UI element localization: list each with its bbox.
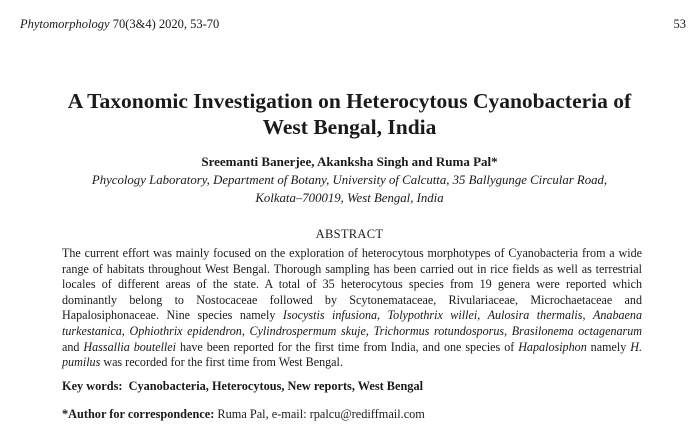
journal-name: Phytomorphology (20, 17, 110, 31)
running-head (20, 17, 686, 33)
abstract-text: have been reported for the first time from India, and one species of (176, 339, 519, 354)
species-name: Trichormus rotundosporus (373, 323, 505, 338)
species-name: Brasilonema octagenarum (511, 323, 643, 338)
separator: , (582, 308, 593, 323)
separator: , (241, 323, 250, 338)
separator: , (477, 308, 488, 323)
species-name: Cylindrospermum skuje (249, 323, 366, 338)
journal-citation (20, 17, 219, 32)
correspondence (62, 407, 662, 422)
separator: , (377, 308, 388, 323)
species-name: Anabaena turkestanica (62, 308, 643, 338)
species-name: Isocystis infusiona (282, 308, 378, 323)
page-number: 53 (673, 17, 686, 31)
title-line-2: West Bengal, India (262, 115, 437, 139)
species-name: Ophiothrix epidendron (129, 323, 242, 338)
affiliation-line-2: Kolkata–700019, West Bengal, India (255, 190, 444, 205)
abstract-text: The current effort was mainly focused on the exploration of heterocytous morphotypes of Cyanobacteria from a wide range of habitats throughout West Bengal. Thorough sampling has been carried out in rice fields as well as terrestrial locales of different areas of the state. A total of 35 heterocytous species from 19 genera were reported which dominantly belong to Nostocaceae followed by Scytonemataceae, Rivulariaceae, Microchaetaceae and Hapalosiphonaceae. Nine species namely (62, 246, 642, 323)
separator: and (62, 339, 84, 354)
keywords-terms: Cyanobacteria, Heterocytous, New reports, West Bengal (128, 379, 424, 393)
genus-name: Hapalosiphon (518, 339, 587, 354)
species-name: H. pumilus (62, 339, 642, 370)
affiliation (20, 172, 679, 207)
correspondence-label: *Author for correspondence: (62, 407, 215, 421)
correspondence-text: Ruma Pal, e-mail: rpalcu@rediffmail.com (217, 407, 425, 421)
separator: , (504, 323, 512, 338)
species-name: Aulosira thermalis (487, 308, 583, 323)
author-list: Sreemanti Banerjee, Akanksha Singh and Ruma Pal* (201, 154, 498, 169)
abstract-text: was recorded for the first time from West Bengal. (100, 355, 343, 370)
abstract-text: namely (586, 339, 631, 354)
keywords (62, 379, 662, 394)
separator: , (365, 323, 374, 338)
title-line-1: A Taxonomic Investigation on Heterocytous Cyanobacteria of (67, 89, 632, 113)
volume-issue: 70(3&4) 2020, 53-70 (112, 17, 220, 31)
affiliation-line-1: Phycology Laboratory, Department of Botany, University of Calcutta, 35 Ballygunge Circular Road, (91, 173, 608, 187)
species-name: Hassallia boutellei (83, 339, 177, 354)
paper-title (20, 88, 679, 140)
separator: , (121, 323, 130, 338)
species-name: Tolypothrix willei (387, 308, 478, 323)
abstract-body (62, 246, 642, 371)
abstract-heading: ABSTRACT (315, 227, 384, 241)
keywords-label: Key words: (62, 379, 123, 393)
